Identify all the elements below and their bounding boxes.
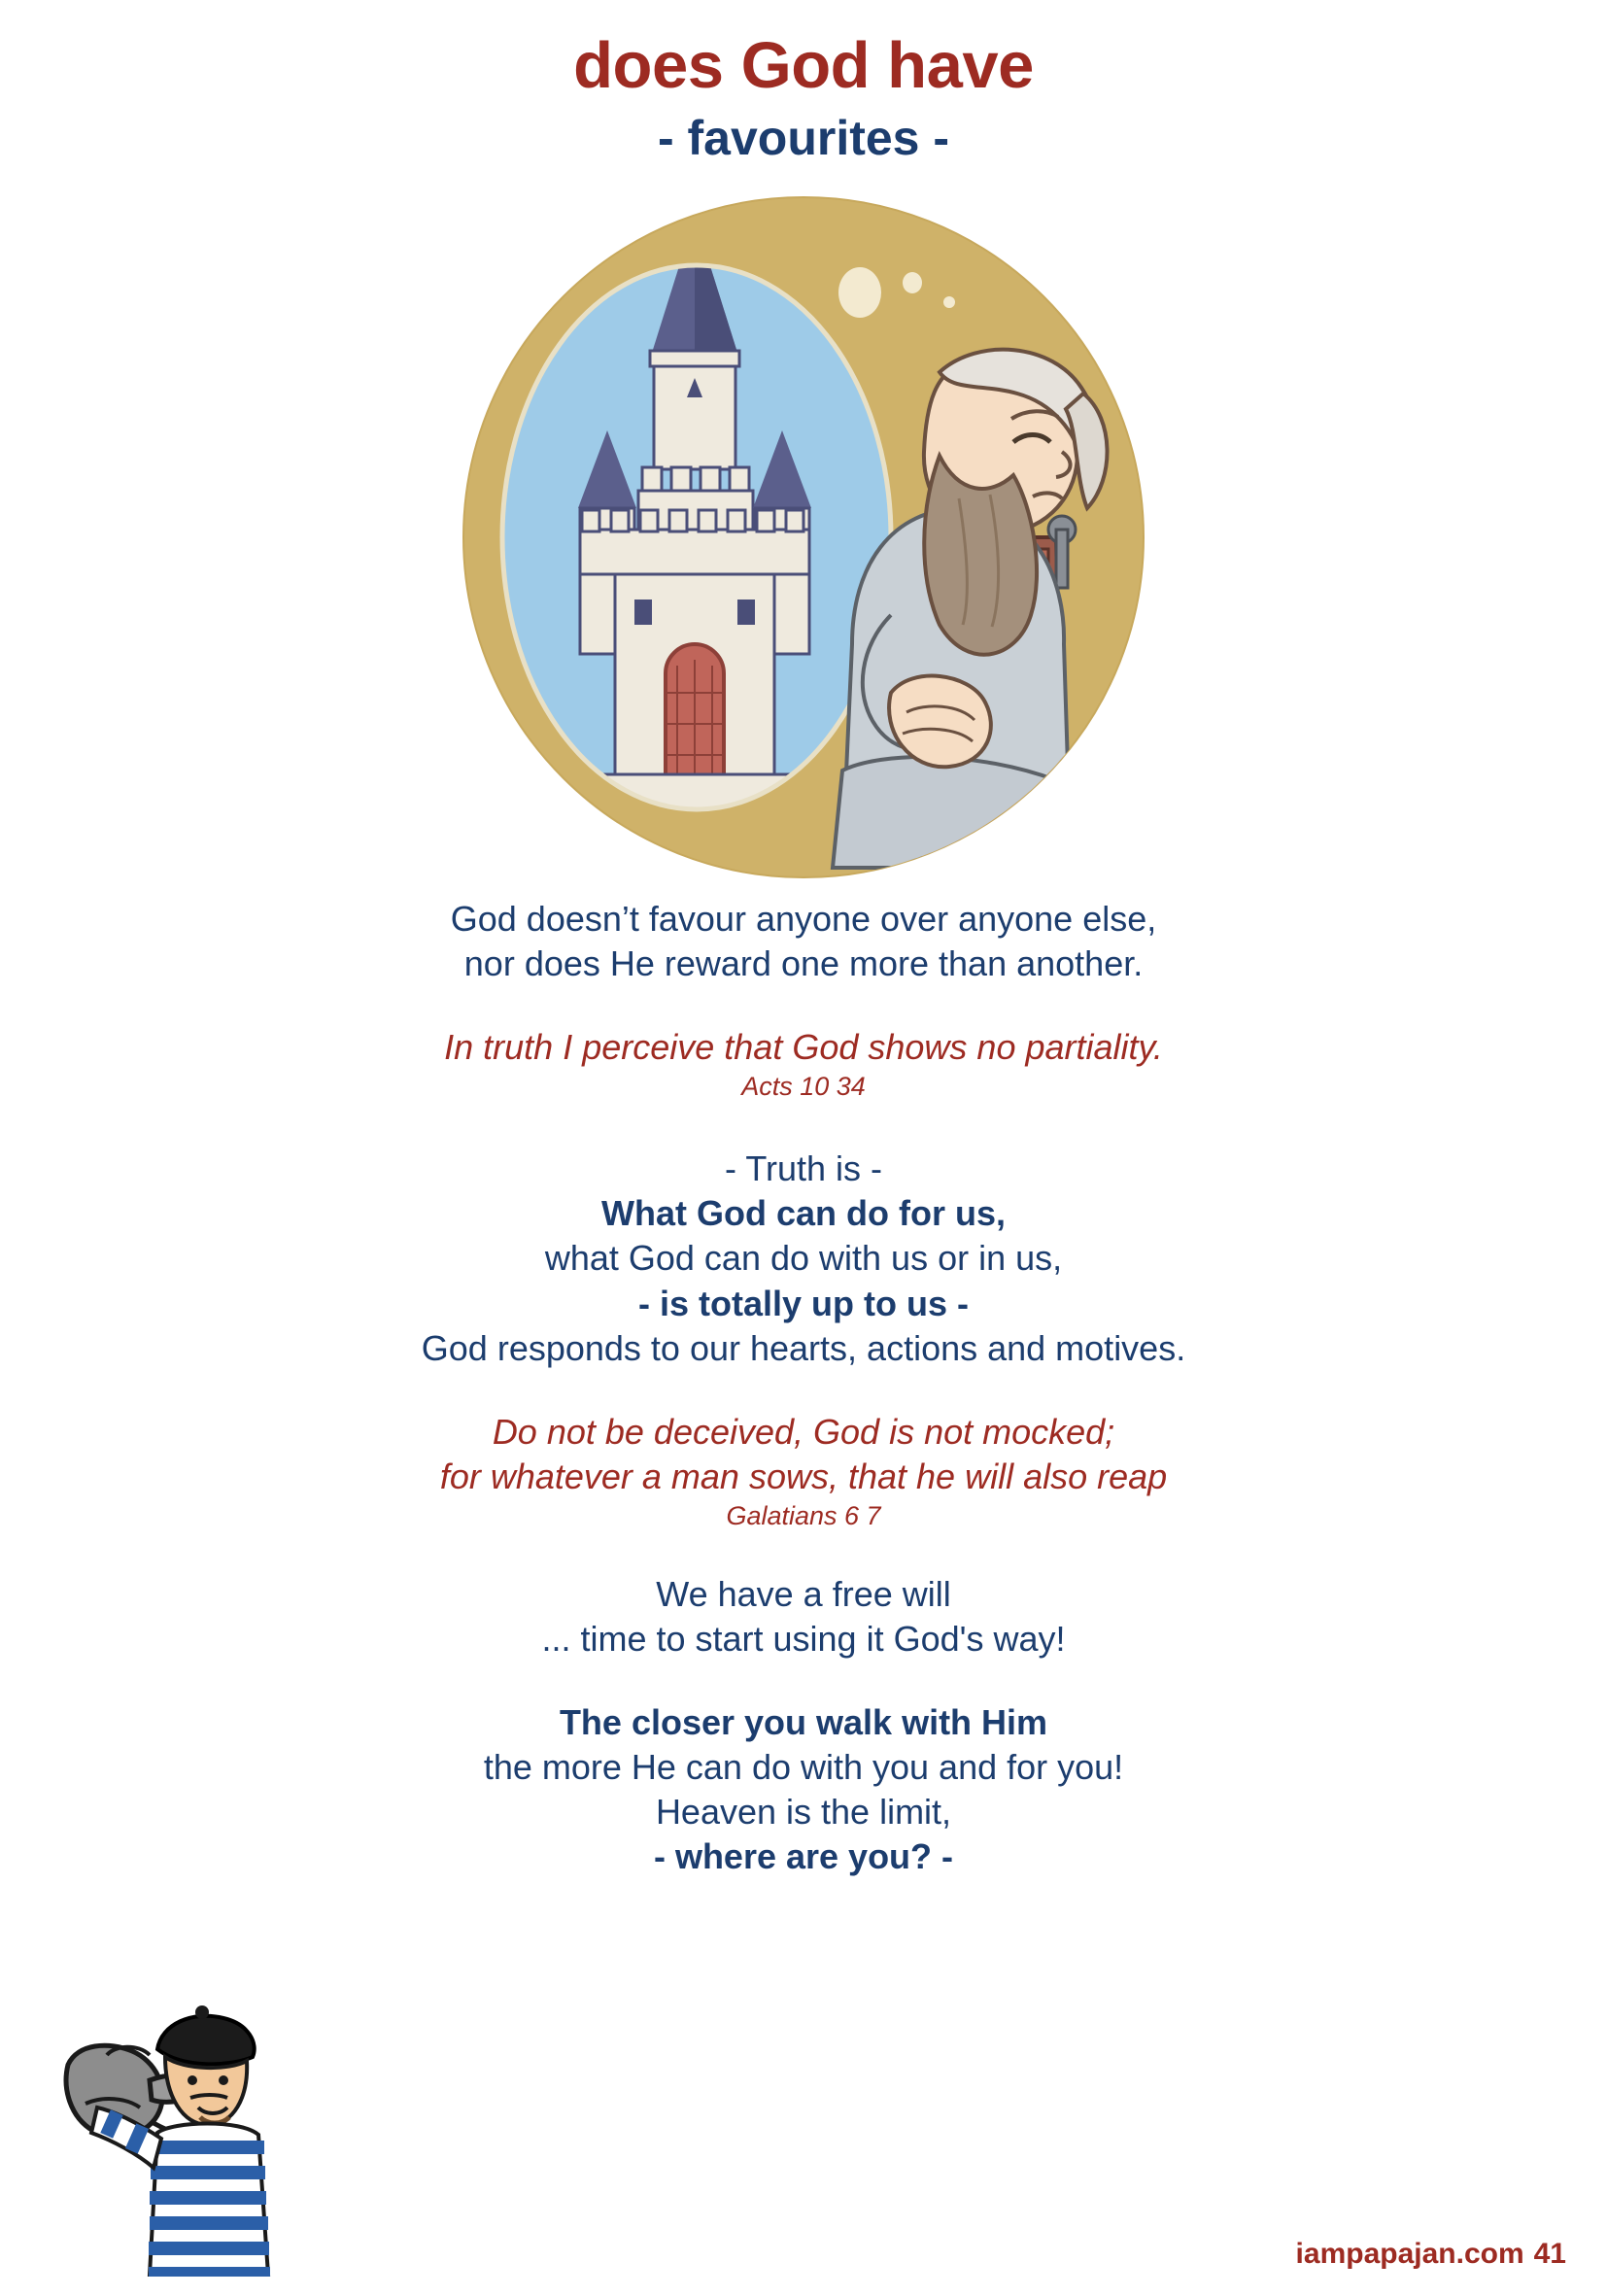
verse-2-line-2: for whatever a man sows, that he will also reap: [439, 1456, 1168, 1496]
closing-line-4: - where are you? -: [653, 1836, 954, 1877]
closing-line-2: the more He can do with you and for you!: [483, 1747, 1124, 1788]
verse-1-line-1: In truth I perceive that God shows no partiality.: [444, 1027, 1163, 1068]
truth-line-5: God responds to our hearts, actions and motives.: [421, 1327, 1186, 1368]
spacer: [0, 1662, 1607, 1700]
papajan-mascot-icon: [56, 1987, 338, 2279]
verse-1-reference: Acts 10 34: [741, 1072, 866, 1102]
footer: [1296, 2238, 1566, 2271]
closing-line-3: Heaven is the limit,: [655, 1792, 952, 1833]
footer-site: iampapajan.com: [1295, 2238, 1524, 2270]
spacer: [0, 1533, 1607, 1572]
praying-man-castle-illustration: [434, 188, 1173, 887]
title-subtitle: - favourites -: [657, 111, 950, 165]
verse-2-reference: Galatians 6 7: [726, 1500, 881, 1530]
body-text: [0, 897, 1607, 1879]
spacer: [0, 1104, 1607, 1147]
truth-line-3: what God can do with us or in us,: [544, 1238, 1063, 1279]
spacer: [0, 986, 1607, 1025]
truth-line-2: What God can do for us,: [601, 1193, 1006, 1234]
title-main: does God have: [573, 29, 1034, 102]
page-title: [0, 0, 1607, 165]
illustration-container: [0, 188, 1607, 887]
intro-line-1: God doesn’t favour anyone over anyone else,: [450, 899, 1157, 939]
spacer: [0, 1371, 1607, 1410]
closing-line-1: The closer you walk with Him: [559, 1702, 1048, 1743]
freewill-line-1: We have a free will: [656, 1573, 951, 1614]
truth-line-1: - Truth is -: [724, 1148, 883, 1189]
truth-line-4: - is totally up to us -: [638, 1283, 969, 1323]
verse-2-line-1: Do not be deceived, God is not mocked;: [492, 1411, 1115, 1452]
footer-page-number: 41: [1533, 2238, 1566, 2270]
freewill-line-2: ... time to start using it God's way!: [541, 1619, 1066, 1660]
intro-line-2: nor does He reward one more than another.: [463, 943, 1144, 984]
